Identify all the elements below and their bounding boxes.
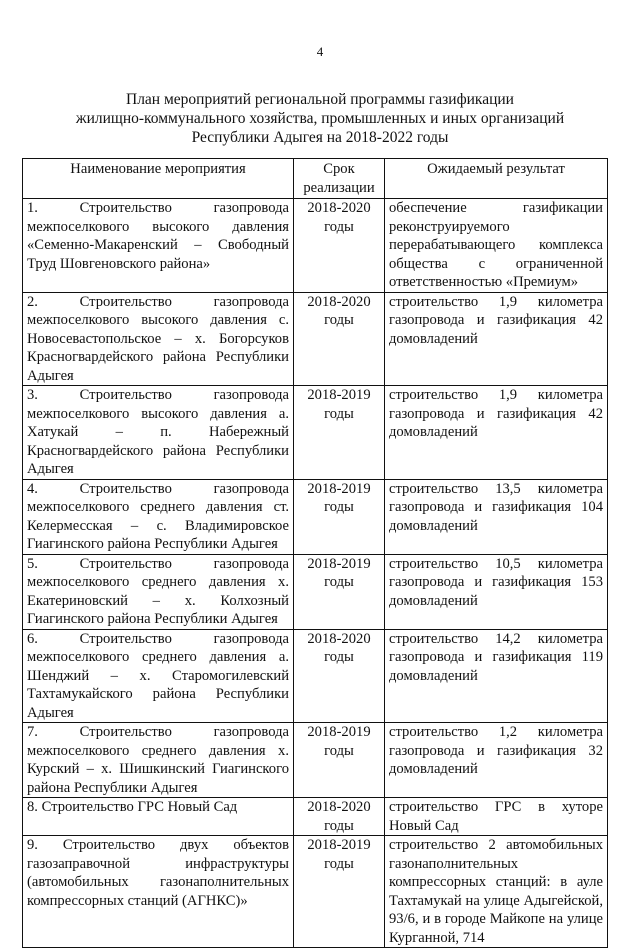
measure-name: 4. Строительство газопровода межпоселкового среднего давления ст. Келермесская – с. Владимировское Гиагинского района Республики Адыгея	[23, 479, 294, 554]
measure-period: 2018-2020 годы	[294, 798, 385, 836]
measure-name: 9. Строительство двух объектов газозаправочной инфраструктуры (автомобильных газонаполнительных компрессорных станций (АГНКС)»	[23, 836, 294, 948]
table-header-row	[23, 159, 608, 199]
measure-result: строительство ГРС в хуторе Новый Сад	[385, 798, 608, 836]
table-row	[23, 199, 608, 293]
title-line: План мероприятий региональной программы газификации	[126, 91, 514, 108]
measure-name: 6. Строительство газопровода межпоселкового среднего давления а. Шенджий – х. Старомогилевский Тахтамукайского района Республики Адыгея	[23, 629, 294, 723]
measure-period: 2018-2019 годы	[294, 723, 385, 798]
header-result: Ожидаемый результат	[385, 159, 608, 199]
measure-result: строительство 1,9 километра газопровода и газификация 42 домовладений	[385, 386, 608, 480]
measure-name: 7. Строительство газопровода межпоселкового среднего давления х. Курский – х. Шишкинский Гиагинского района Республики Адыгея	[23, 723, 294, 798]
table-row	[23, 386, 608, 480]
measure-period: 2018-2019 годы	[294, 386, 385, 480]
measure-result: обеспечение газификации реконструируемого перерабатывающего комплекса общества с ограниченной ответственностью «Премиум»	[385, 199, 608, 293]
table-row	[23, 554, 608, 629]
measure-result: строительство 1,9 километра газопровода и газификация 42 домовладений	[385, 292, 608, 386]
measure-name: 1. Строительство газопровода межпоселкового высокого давления «Семенно-Макаренский – Свободный Труд Шовгеновского района»	[23, 199, 294, 293]
table-row	[23, 479, 608, 554]
measure-name: 8. Строительство ГРС Новый Сад	[23, 798, 294, 836]
measure-result: строительство 13,5 километра газопровода и газификация 104 домовладений	[385, 479, 608, 554]
title-line: Республики Адыгея на 2018-2022 годы	[191, 129, 449, 146]
measure-period: 2018-2019 годы	[294, 479, 385, 554]
measure-result: строительство 1,2 километра газопровода и газификация 32 домовладений	[385, 723, 608, 798]
measure-period: 2018-2020 годы	[294, 199, 385, 293]
measure-period: 2018-2019 годы	[294, 836, 385, 948]
table-row	[23, 723, 608, 798]
page-number: 4	[316, 44, 324, 59]
document-title	[40, 90, 600, 147]
table-row	[23, 629, 608, 723]
measure-name: 3. Строительство газопровода межпоселкового высокого давления а. Хатукай – п. Набережный Красногвардейского района Республики Адыгея	[23, 386, 294, 480]
table-row	[23, 836, 608, 948]
measure-period: 2018-2020 годы	[294, 629, 385, 723]
measure-period: 2018-2019 годы	[294, 554, 385, 629]
measure-name: 5. Строительство газопровода межпоселкового среднего давления х. Екатериновский – х. Колхозный Гиагинского района Республики Адыгея	[23, 554, 294, 629]
title-line: жилищно-коммунального хозяйства, промышленных и иных организаций	[75, 110, 565, 127]
header-period: Срок реализации	[294, 159, 385, 199]
measures-table	[22, 158, 608, 948]
measure-result: строительство 10,5 километра газопровода и газификация 153 домовладений	[385, 554, 608, 629]
measure-period: 2018-2020 годы	[294, 292, 385, 386]
measure-result: строительство 14,2 километра газопровода и газификация 119 домовладений	[385, 629, 608, 723]
table-row	[23, 292, 608, 386]
header-name: Наименование мероприятия	[23, 159, 294, 199]
measure-result: строительство 2 автомобильных газонаполнительных компрессорных станций: в ауле Тахтамукай на улице Адыгейской, 93/6, и в городе Майкопе на улице Курганной, 714	[385, 836, 608, 948]
measure-name: 2. Строительство газопровода межпоселкового высокого давления с. Новосевастопольское – х. Богорсуков Красногвардейского района Республики Адыгея	[23, 292, 294, 386]
table-row	[23, 798, 608, 836]
